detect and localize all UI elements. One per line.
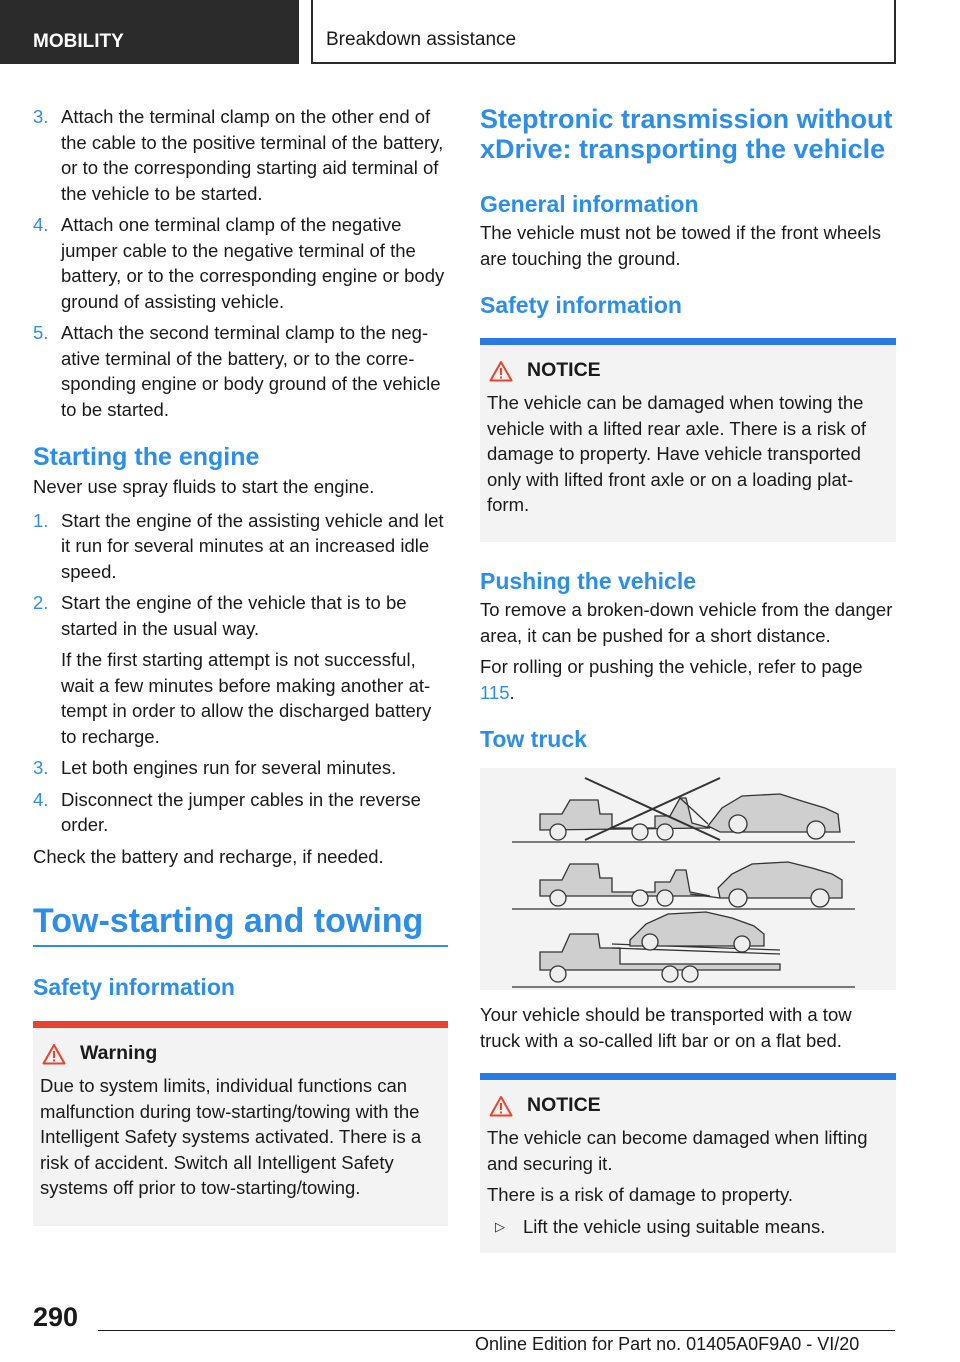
chapter-label: Breakdown assistance bbox=[326, 29, 517, 50]
jump-steps-list bbox=[33, 104, 448, 422]
heading-rule bbox=[33, 945, 448, 947]
notice-box-lifting bbox=[480, 1073, 896, 1253]
notice-text: The vehicle can be damaged when towing the vehicle with a lifted rear axle. There is a risk of damage to property. Have vehicle transported only with lifted front axle or on a loading platform. bbox=[487, 392, 867, 515]
right-column bbox=[480, 104, 896, 1253]
warning-triangle-icon bbox=[42, 1043, 66, 1065]
notice-title: NOTICE bbox=[527, 359, 601, 381]
pushing-heading: Pushing the vehicle bbox=[480, 568, 696, 594]
footer-rule bbox=[98, 1330, 895, 1331]
starting-engine-heading: Starting the engine bbox=[33, 443, 260, 471]
pushing-text: To remove a broken-down vehicle from the danger area, it can be pushed for a short distance. bbox=[480, 599, 893, 646]
safety-heading-left: Safety information bbox=[33, 974, 235, 1000]
step-2-note: If the first starting attempt is not successful, wait a few minutes before making another attempt in order to allow the discharged battery to recharge. bbox=[61, 649, 432, 747]
tow-truck-heading: Tow truck bbox=[480, 726, 587, 752]
warning-title: Warning bbox=[80, 1042, 158, 1064]
list-item: 5. Attach the second terminal clamp to the negative terminal of the battery, or to the corresponding engine or body ground of the vehicle to be started. bbox=[33, 322, 441, 420]
edition-text: Online Edition for Part no. 01405A0F9A0 - VI/20 bbox=[475, 1334, 860, 1354]
warning-triangle-icon bbox=[489, 1095, 513, 1117]
notice-box-towing bbox=[480, 338, 896, 542]
list-item: 4. Disconnect the jumper cables in the reverse order. bbox=[33, 788, 421, 835]
finish-steps-list bbox=[33, 755, 448, 838]
triangle-bullet-icon: ▷ bbox=[495, 1218, 505, 1234]
check-battery-text: Check the battery and recharge, if needed. bbox=[33, 845, 384, 867]
page-number: 290 bbox=[33, 1302, 79, 1332]
tow-starting-heading: Tow-starting and towing bbox=[33, 902, 424, 940]
warning-triangle-icon bbox=[489, 360, 513, 382]
chapter-tab bbox=[311, 0, 896, 64]
section-label: MOBILITY bbox=[33, 31, 124, 52]
tow-truck-figure bbox=[480, 768, 896, 990]
list-item: 3. Let both engines run for several minutes. bbox=[33, 757, 397, 778]
safety-heading-right: Safety information bbox=[480, 292, 682, 318]
start-steps-list bbox=[33, 508, 448, 642]
warning-text: Due to system limits, individual functions can malfunction during tow-starting/towing with the Intelligent Safety systems activated. There is a risk of accident. Switch all Intelligent Safety systems off prior to tow-starting/towing. bbox=[40, 1075, 422, 1198]
left-column bbox=[33, 104, 448, 1226]
notice-text-risk: There is a risk of damage to property. bbox=[487, 1184, 794, 1205]
list-item: 2. Start the engine of the vehicle that is to be started in the usual way. bbox=[33, 592, 407, 639]
section-tab bbox=[0, 0, 299, 64]
warning-box bbox=[33, 1021, 448, 1226]
notice-title: NOTICE bbox=[527, 1094, 601, 1116]
tow-truck-illustration bbox=[480, 768, 896, 990]
list-item: 4. Attach one terminal clamp of the negative jumper cable to the negative terminal of the battery, or to the corresponding engine or body ground of assisting vehicle. bbox=[33, 214, 445, 312]
general-info-text: The vehicle must not be towed if the front wheels are touching the ground. bbox=[480, 222, 882, 269]
tow-truck-text: Your vehicle should be transported with a tow truck with a so-called lift bar or on a flat bed. bbox=[480, 1004, 852, 1051]
pushing-reference: For rolling or pushing the vehicle, refer to page 115. bbox=[480, 656, 863, 703]
page-link[interactable]: 115 bbox=[480, 681, 510, 703]
general-info-heading: General information bbox=[480, 191, 699, 217]
list-item: ▷ Lift the vehicle using suitable means. bbox=[487, 1214, 888, 1240]
list-item: 3. Attach the terminal clamp on the other end of the cable to the positive terminal of the battery, or to the corresponding starting aid terminal of the vehicle to be started. bbox=[33, 106, 444, 204]
starting-intro: Never use spray fluids to start the engine. bbox=[33, 476, 375, 497]
list-item: 1. Start the engine of the assisting vehicle and let it run for several minutes at an increased idle speed. bbox=[33, 509, 444, 582]
notice-text: The vehicle can become damaged when lifting and securing it. bbox=[487, 1127, 868, 1174]
steptronic-heading: Steptronic transmission without xDrive: transporting the vehicle bbox=[480, 104, 893, 164]
